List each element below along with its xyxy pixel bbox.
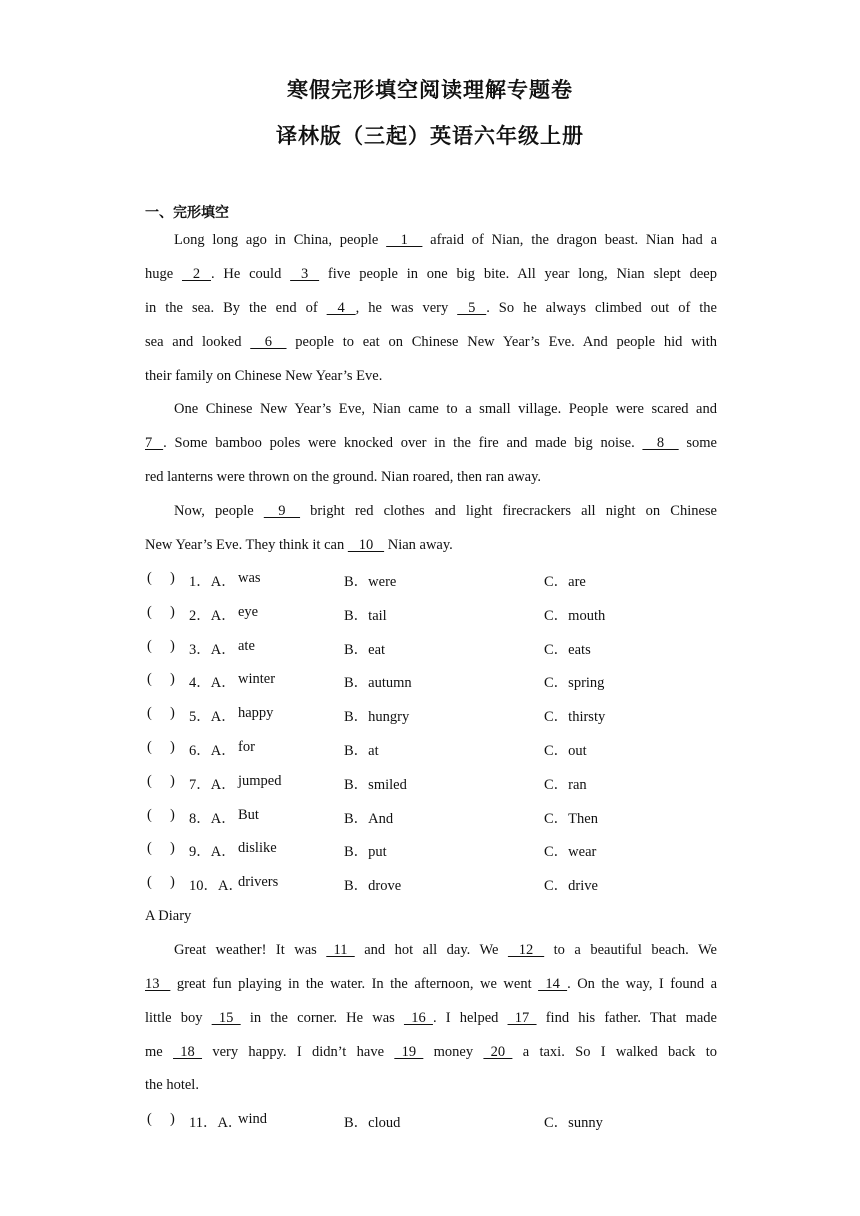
answer-paren: ( ): [147, 874, 175, 891]
option-b: B．eat: [344, 641, 386, 658]
option-b: B．were: [344, 574, 397, 590]
option-c: C．ran: [544, 776, 587, 793]
option-a: dislike: [238, 840, 277, 857]
option-b: B．cloud: [344, 1115, 401, 1131]
option-a: happy: [238, 705, 274, 722]
question-number: 4．A．: [189, 675, 236, 692]
blank-19: 19: [394, 1044, 424, 1060]
question-number: 5．A．: [189, 709, 236, 726]
blank-10: 10: [347, 537, 385, 553]
option-c: C．drive: [544, 878, 598, 895]
blank-20: 20: [483, 1044, 513, 1060]
passage1-line-4: sea and looked 6 people to eat on Chinese New Year’s Eve. And people hid with: [145, 334, 717, 350]
option-c: C．are: [544, 574, 586, 590]
option-a: ate: [238, 637, 255, 654]
option-a: was: [238, 570, 261, 586]
option-c: C．Then: [544, 810, 598, 827]
answer-paren: ( ): [147, 603, 175, 620]
option-b: B．And: [344, 810, 394, 827]
question-number: 2．A．: [189, 607, 236, 624]
passage2-line-3: little boy 15 in the corner. He was 16 . I helped 17 find his father. That made: [145, 1010, 717, 1026]
option-b: B．hungry: [344, 709, 410, 726]
passage2-line-5: the hotel.: [145, 1077, 199, 1093]
passage1-line-5: their family on Chinese New Year’s Eve.: [145, 368, 383, 384]
option-a: winter: [238, 671, 276, 688]
question-number: 9．A．: [189, 844, 236, 861]
passage1-line-2: huge 2 . He could 3 five people in one big bite. All year long, Nian slept deep: [145, 266, 717, 282]
question-number: 10．A．: [189, 878, 243, 895]
option-c: C．thirsty: [544, 709, 606, 726]
question-number: 7．A．: [189, 776, 236, 793]
passage1-line-8: red lanterns were thrown on the ground. Nian roared, then ran away.: [145, 469, 542, 485]
option-b: B．smiled: [344, 776, 407, 793]
question-number: 11．A．: [189, 1115, 243, 1131]
option-a: But: [238, 806, 259, 823]
passage2-line-4: me 18 very happy. I didn’t have 19 money 20 a taxi. So I walked back to: [145, 1044, 718, 1060]
blank-15: 15: [211, 1010, 241, 1026]
passage1-line-1: Long long ago in China, people 1 afraid of Nian, the dragon beast. Nian had a: [174, 232, 718, 248]
blank-16: 16: [403, 1010, 433, 1026]
blank-3: 3: [290, 266, 320, 282]
passage1-line-10: New Year’s Eve. They think it can 10 Nian away.: [145, 537, 453, 553]
option-b: B．autumn: [344, 675, 412, 692]
blank-17: 17: [507, 1010, 537, 1026]
blank-8: 8: [642, 435, 679, 451]
question-number: 1．A．: [189, 574, 236, 590]
answer-paren: ( ): [147, 637, 175, 654]
passage1-line-9: Now, people 9 bright red clothes and light firecrackers all night on Chinese: [174, 503, 717, 519]
option-b: B．drove: [344, 878, 402, 895]
answer-paren: ( ): [147, 840, 175, 857]
option-c: C．out: [544, 743, 587, 759]
option-b: B．at: [344, 743, 379, 759]
option-c: C．eats: [544, 641, 591, 658]
blank-2: 2: [181, 266, 211, 282]
blank-4: 4: [326, 300, 356, 316]
answer-paren: ( ): [147, 739, 175, 755]
option-a: eye: [238, 603, 259, 620]
blank-5: 5: [457, 300, 487, 316]
option-b: B．tail: [344, 607, 387, 624]
answer-paren: ( ): [147, 570, 175, 586]
passage1-line-6: One Chinese New Year’s Eve, Nian came to a small village. People were scared and: [174, 401, 717, 417]
blank-11: 11: [326, 942, 355, 958]
blank-1: 1: [386, 232, 423, 248]
option-a: drivers: [238, 874, 279, 891]
question-number: 3．A．: [189, 641, 236, 658]
option-a: jumped: [238, 772, 282, 789]
answer-paren: ( ): [147, 705, 175, 722]
option-b: B．put: [344, 844, 387, 861]
blank-14: 14: [538, 976, 568, 992]
option-a: wind: [238, 1111, 267, 1127]
option-c: C．sunny: [544, 1115, 603, 1131]
answer-paren: ( ): [147, 1111, 175, 1127]
question-number: 6．A．: [189, 743, 236, 759]
section-heading-cloze: 一、完形填空: [145, 205, 229, 221]
blank-9: 9: [263, 503, 301, 519]
diary-heading: A Diary: [145, 908, 192, 924]
option-c: C．mouth: [544, 607, 606, 624]
answer-paren: ( ): [147, 671, 175, 688]
option-c: C．spring: [544, 675, 605, 692]
blank-12: 12: [507, 942, 545, 958]
blank-18: 18: [173, 1044, 203, 1060]
passage1-line-7: 7 . Some bamboo poles were knocked over in the fire and made big noise. 8 some: [145, 435, 717, 451]
passage1-line-3: in the sea. By the end of 4 , he was very 5 . So he always climbed out of the: [145, 300, 717, 316]
blank-7: 7: [145, 435, 164, 451]
option-a: for: [238, 739, 255, 755]
answer-paren: ( ): [147, 772, 175, 789]
question-number: 8．A．: [189, 810, 236, 827]
page-title: 寒假完形填空阅读理解专题卷: [287, 78, 573, 102]
blank-6: 6: [250, 334, 287, 350]
blank-13: 13: [145, 976, 171, 992]
answer-paren: ( ): [147, 806, 175, 823]
page-subtitle: 译林版（三起）英语六年级上册: [276, 124, 584, 148]
passage2-line-1: Great weather! It was 11 and hot all day. We 12 to a beautiful beach. We: [174, 942, 717, 958]
option-c: C．wear: [544, 844, 597, 861]
passage2-line-2: 13 great fun playing in the water. In the afternoon, we went 14 . On the way, I found a: [145, 976, 717, 992]
